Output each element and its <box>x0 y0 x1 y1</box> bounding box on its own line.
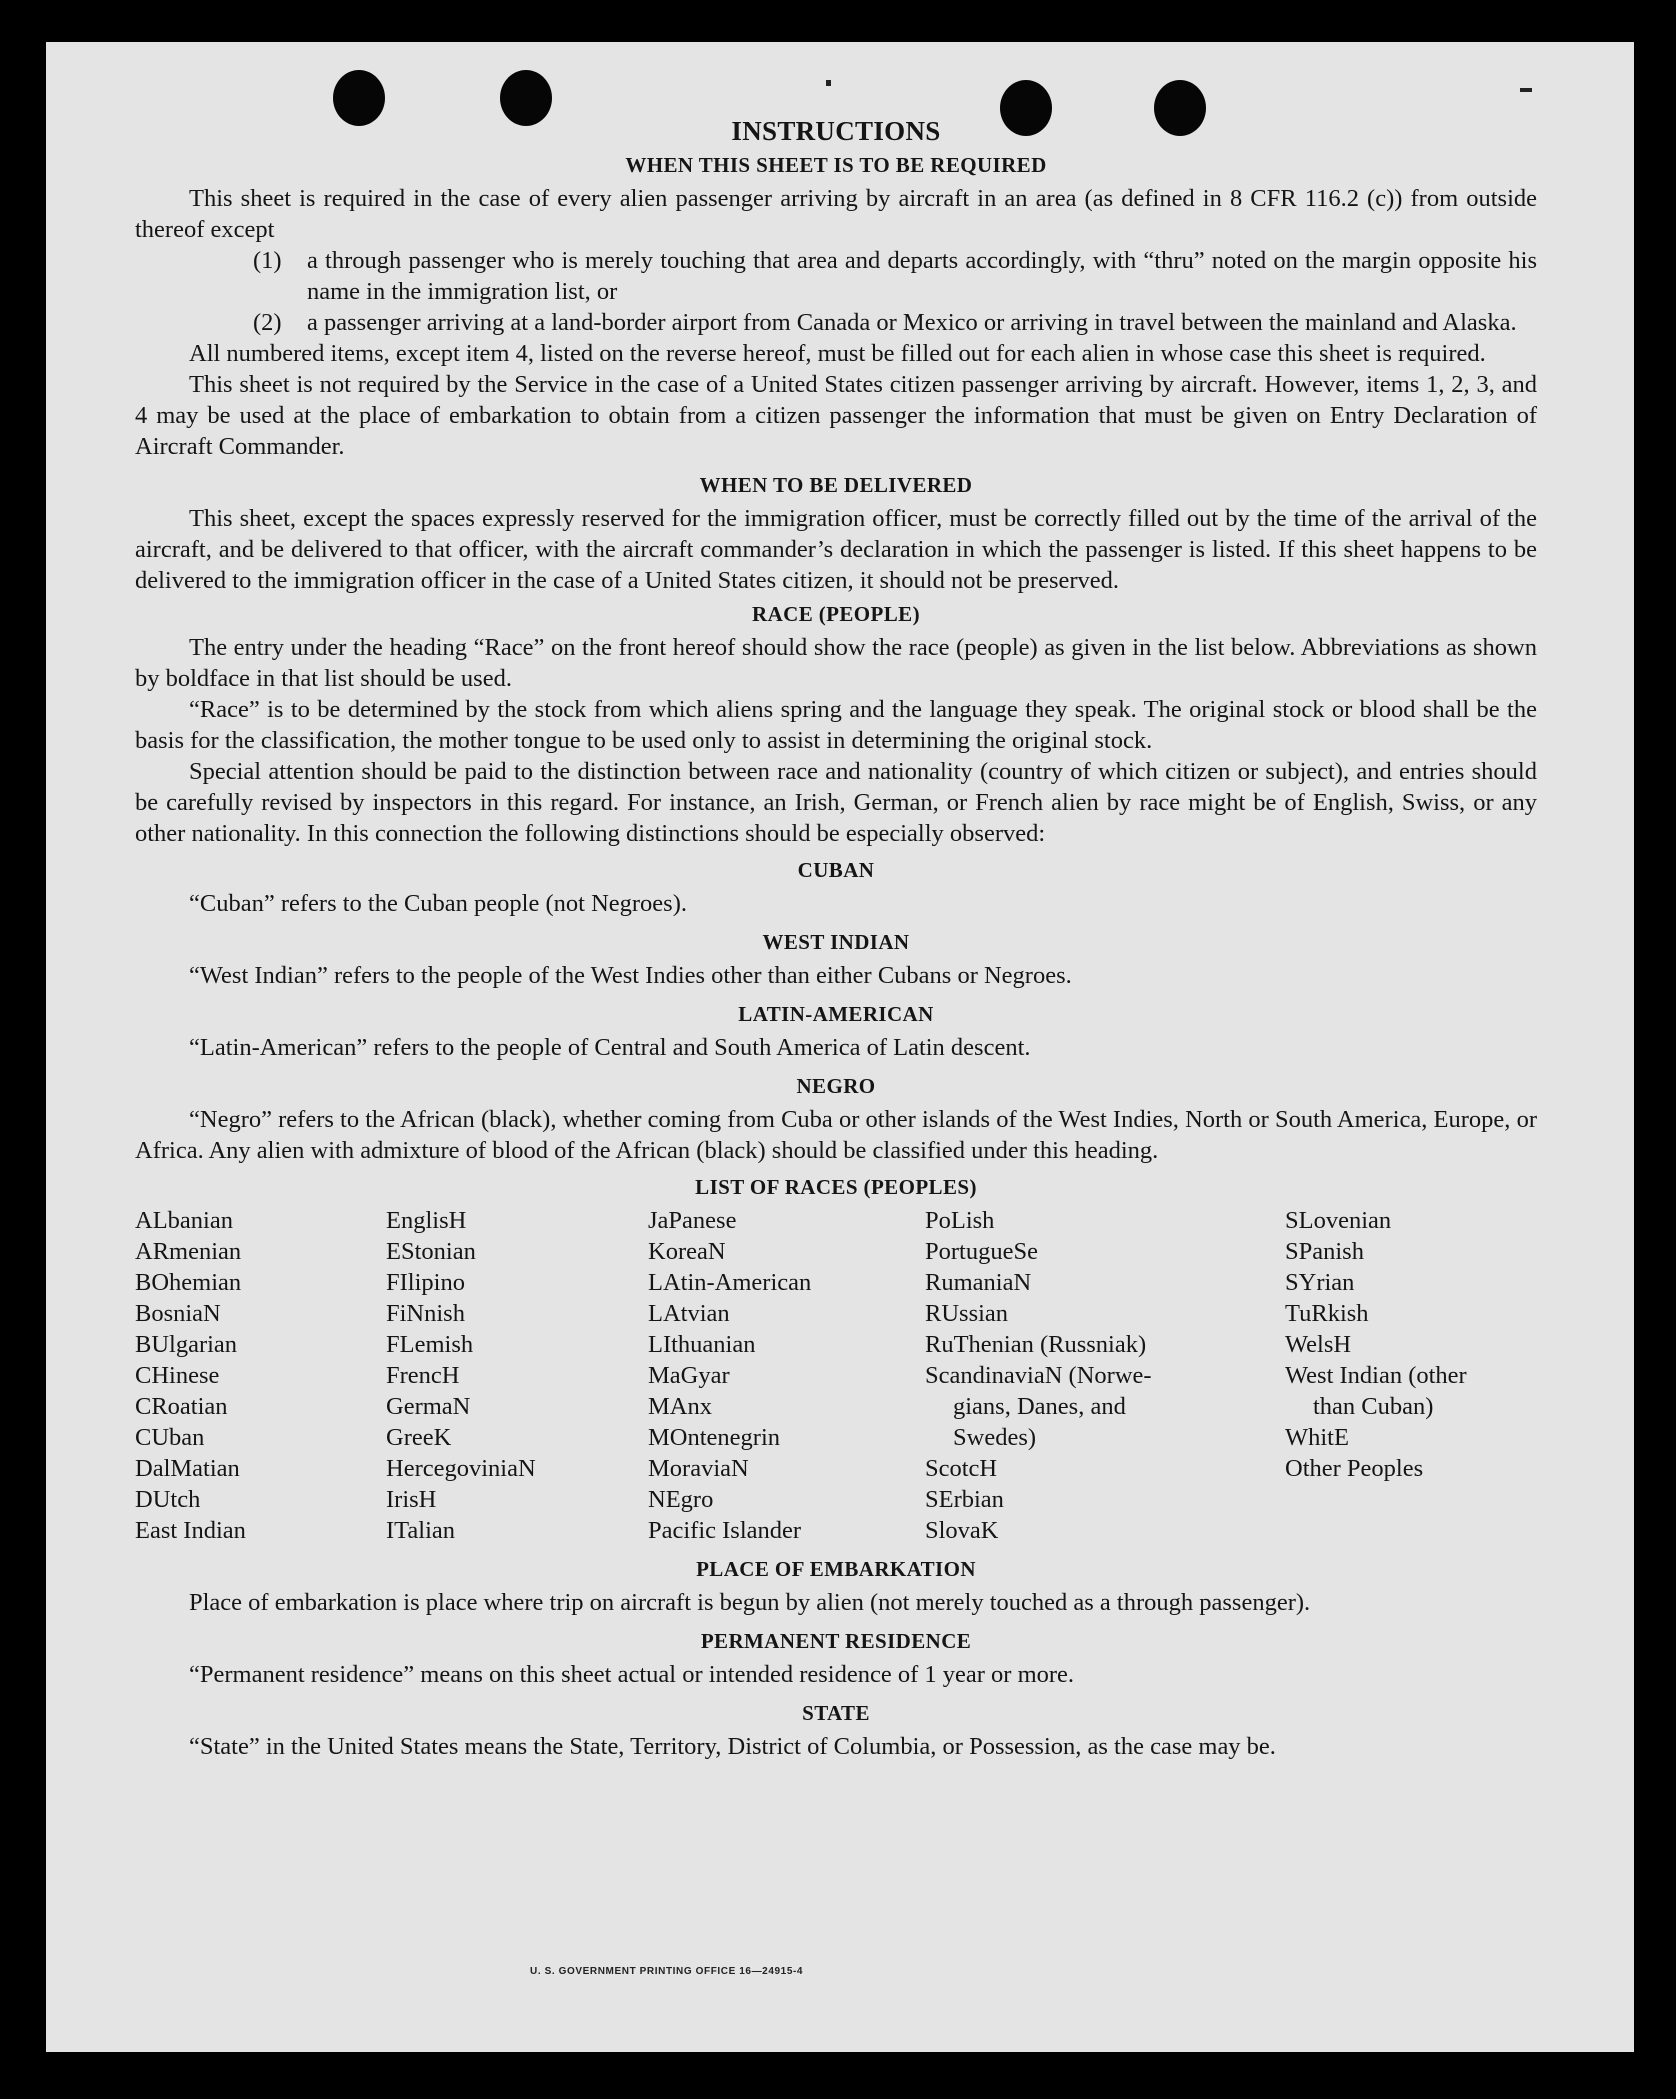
paragraph-when-delivered: This sheet, except the spaces expressly reserved for the immigration officer, must be correctly filled out by the time of the arrival of the aircraft, and be delivered to that officer, with the aircraft commander’s declaration in which the passenger is listed. If this sheet happens to be delivered to the immigration officer in the case of a United States citizen, it should not be preserved. <box>135 505 1537 594</box>
paragraph-latin-american: “Latin-American” refers to the people of Central and South America of Latin descent. <box>189 1034 1031 1061</box>
ink-speck <box>1520 88 1532 92</box>
race-entry: DalMatian <box>135 1455 240 1482</box>
race-entry: LAtin-American <box>648 1269 812 1296</box>
paragraph-place-of-embarkation: Place of embarkation is place where trip on aircraft is begun by alien (not merely touched as a through passenger). <box>189 1589 1311 1616</box>
heading-place-of-embarkation: PLACE OF EMBARKATION <box>696 1557 976 1581</box>
instructions-page <box>135 112 1537 2012</box>
race-entry: RuThenian (Russniak) <box>925 1331 1147 1358</box>
heading-when-required: WHEN THIS SHEET IS TO BE REQUIRED <box>625 153 1047 177</box>
race-entry: IrisH <box>386 1486 437 1513</box>
heading-state: STATE <box>802 1701 870 1725</box>
race-entry: FrencH <box>386 1362 460 1389</box>
race-entry: Other Peoples <box>1285 1455 1424 1482</box>
race-entry: ScotcH <box>925 1455 998 1482</box>
race-entry: TuRkish <box>1285 1300 1369 1327</box>
race-column-5 <box>1285 1205 1537 1546</box>
race-entry: ScandinaviaN (Norwe- <box>925 1362 1152 1389</box>
race-entry: CUban <box>135 1424 205 1451</box>
race-column-2 <box>386 1205 648 1546</box>
exception-number: (1) <box>253 247 282 274</box>
heading-list-of-races: LIST OF RACES (PEOPLES) <box>695 1175 977 1199</box>
page-title: INSTRUCTIONS <box>731 116 941 146</box>
race-entry: JaPanese <box>648 1207 737 1234</box>
race-entry: FiNnish <box>386 1300 465 1327</box>
exception-item-1 <box>253 245 1537 307</box>
race-entry: WelsH <box>1285 1331 1352 1358</box>
race-entry-continuation: than Cuban) <box>1313 1393 1434 1420</box>
exception-number: (2) <box>253 309 282 336</box>
race-entry: MaGyar <box>648 1362 730 1389</box>
race-entry: East Indian <box>135 1517 246 1544</box>
race-entry: ALbanian <box>135 1207 233 1234</box>
heading-race: RACE (PEOPLE) <box>752 602 920 626</box>
race-entry: PoLish <box>925 1207 995 1234</box>
paragraph-negro: “Negro” refers to the African (black), whether coming from Cuba or other islands of the West Indies, North or South America, Europe, or Africa. Any alien with admixture of blood of the African (black) should be classified under this heading. <box>135 1106 1537 1164</box>
heading-permanent-residence: PERMANENT RESIDENCE <box>700 1629 972 1653</box>
race-column-3 <box>648 1205 925 1546</box>
race-entry: PortugueSe <box>925 1238 1038 1265</box>
race-entry: SYrian <box>1285 1269 1355 1296</box>
race-entry: FLemish <box>386 1331 474 1358</box>
race-entry: EStonian <box>386 1238 476 1265</box>
heading-when-delivered: WHEN TO BE DELIVERED <box>699 473 973 497</box>
race-entry: ITalian <box>386 1517 456 1544</box>
paragraph-numbered-items: All numbered items, except item 4, listed on the reverse hereof, must be filled out for each alien in whose case this sheet is required. <box>189 340 1486 367</box>
race-entry: HercegoviniaN <box>386 1455 536 1482</box>
race-entry: CRoatian <box>135 1393 228 1420</box>
heading-west-indian: WEST INDIAN <box>762 930 910 954</box>
race-entry: WhitE <box>1285 1424 1349 1451</box>
race-entry: NEgro <box>648 1486 714 1513</box>
paragraph-permanent-residence: “Permanent residence” means on this sheet actual or intended residence of 1 year or more. <box>189 1661 1075 1688</box>
race-list <box>135 1205 1537 1546</box>
paragraph-race-1: The entry under the heading “Race” on the front hereof should show the race (people) as given in the list below. Abbreviations as shown by boldface in that list should be used. <box>135 634 1537 692</box>
race-entry: GermaN <box>386 1393 471 1420</box>
race-entry: SlovaK <box>925 1517 999 1544</box>
race-entry: GreeK <box>386 1424 452 1451</box>
race-column-1 <box>135 1205 386 1546</box>
race-entry: LIthuanian <box>648 1331 756 1358</box>
race-entry: ARmenian <box>135 1238 242 1265</box>
ink-speck <box>826 80 831 86</box>
race-entry: LAtvian <box>648 1300 730 1327</box>
heading-negro: NEGRO <box>796 1074 876 1098</box>
race-entry: SPanish <box>1285 1238 1364 1265</box>
race-entry: KoreaN <box>648 1238 726 1265</box>
paragraph-citizen: This sheet is not required by the Service in the case of a United States citizen passenger arriving by aircraft. However, items 1, 2, 3, and 4 may be used at the place of embarkation to obtain from a citizen passenger the information that must be given on Entry Declaration of Aircraft Commander. <box>135 371 1537 460</box>
race-entry: BUlgarian <box>135 1331 238 1358</box>
race-entry: RUssian <box>925 1300 1009 1327</box>
race-entry: CHinese <box>135 1362 220 1389</box>
race-entry: MoraviaN <box>648 1455 749 1482</box>
race-entry-continuation: gians, Danes, and <box>953 1393 1126 1420</box>
paragraph-race-2: “Race” is to be determined by the stock from which aliens spring and the language they speak. The original stock or blood shall be the basis for the classification, the mother tongue to be used only to assist in determining the original stock. <box>135 696 1537 754</box>
paragraph-west-indian: “West Indian” refers to the people of the West Indies other than either Cubans or Negroes. <box>189 962 1072 989</box>
race-entry: SErbian <box>925 1486 1004 1513</box>
race-entry: West Indian (other <box>1285 1362 1467 1389</box>
exception-text: a through passenger who is merely touching that area and departs accordingly, with “thru” noted on the margin opposite his name in the immigration list, or <box>307 247 1537 305</box>
race-entry: DUtch <box>135 1486 201 1513</box>
paragraph-cuban: “Cuban” refers to the Cuban people (not Negroes). <box>189 890 687 917</box>
race-entry: Pacific Islander <box>648 1517 802 1544</box>
race-entry: BOhemian <box>135 1269 242 1296</box>
heading-latin-american: LATIN-AMERICAN <box>738 1002 934 1026</box>
paragraph-race-3: Special attention should be paid to the distinction between race and nationality (country of which citizen or subject), and entries should be carefully revised by inspectors in this regard. For instance, an Irish, German, or French alien by race might be of English, Swiss, or any other nationality. In this connection the following distinctions should be especially observed: <box>135 758 1537 847</box>
race-entry: RumaniaN <box>925 1269 1032 1296</box>
race-entry: MOntenegrin <box>648 1424 780 1451</box>
paragraph-state: “State” in the United States means the State, Territory, District of Columbia, or Possession, as the case may be. <box>189 1733 1276 1760</box>
printing-office-footer: U. S. GOVERNMENT PRINTING OFFICE 16—24915-4 <box>530 1966 804 1977</box>
exception-item-2 <box>253 307 1537 338</box>
race-entry: MAnx <box>648 1393 712 1420</box>
exception-text: a passenger arriving at a land-border airport from Canada or Mexico or arriving in travel between the mainland and Alaska. <box>307 309 1517 336</box>
paragraph-when-required: This sheet is required in the case of every alien passenger arriving by aircraft in an area (as defined in 8 CFR 116.2 (c)) from outside thereof except <box>135 185 1537 243</box>
race-entry: EnglisH <box>386 1207 467 1234</box>
race-entry: BosniaN <box>135 1300 221 1327</box>
race-entry: SLovenian <box>1285 1207 1392 1234</box>
race-column-4 <box>925 1205 1285 1546</box>
heading-cuban: CUBAN <box>797 858 875 882</box>
race-entry: FIlipino <box>386 1269 465 1296</box>
race-entry-continuation: Swedes) <box>953 1424 1037 1451</box>
